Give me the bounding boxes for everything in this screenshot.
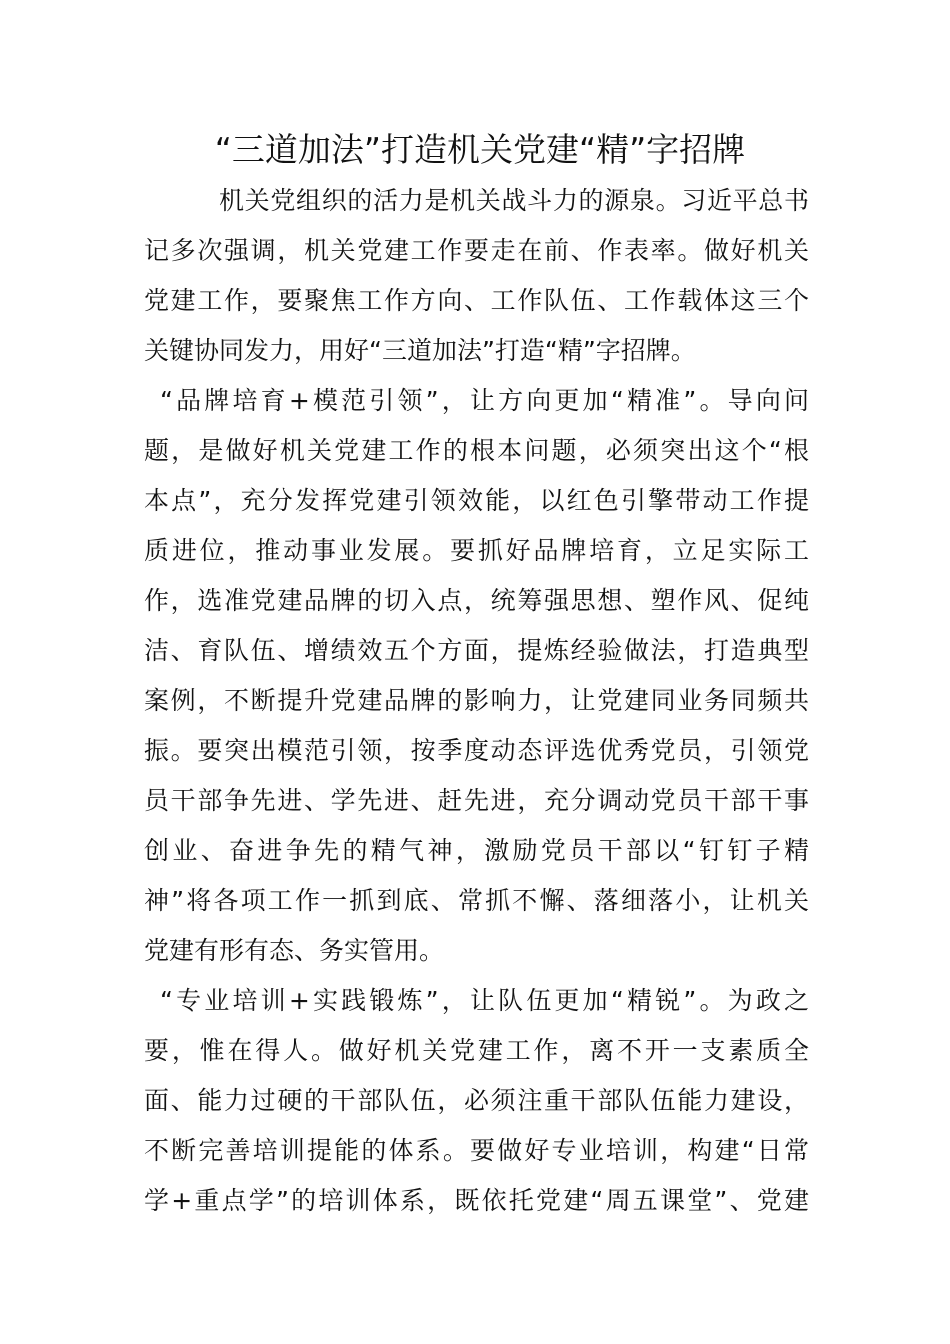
paragraph-2-line-10: 创业、奋进争先的精气神，激励党员干部以“钉钉子精 [144, 836, 809, 865]
paragraph-3-line-5: 学+重点学”的培训体系，既依托党建“周五课堂”、党建 [144, 1186, 809, 1215]
paragraph-2-line-5: 作，选准党建品牌的切入点，统筹强思想、塑作风、促纯 [144, 586, 809, 615]
paragraph-1-line-4: 关键协同发力，用好“三道加法”打造“精”字招牌。 [144, 336, 696, 365]
paragraph-2-line-1: “品牌培育+模范引领”，让方向更加“精准”。导向问 [160, 386, 809, 415]
paragraph-3-line-3: 面、能力过硬的干部队伍，必须注重干部队伍能力建设， [144, 1086, 809, 1115]
paragraph-2-line-9: 员干部争先进、学先进、赶先进，充分调动党员干部干事 [144, 786, 809, 815]
paragraph-2-line-2: 题，是做好机关党建工作的根本问题，必须突出这个“根 [144, 436, 809, 465]
paragraph-2-line-6: 洁、育队伍、增绩效五个方面，提炼经验做法，打造典型 [144, 636, 809, 665]
paragraph-2-line-3: 本点”，充分发挥党建引领效能，以红色引擎带动工作提 [144, 486, 809, 515]
paragraph-2-line-7: 案例，不断提升党建品牌的影响力，让党建同业务同频共 [144, 686, 809, 715]
paragraph-3-line-1: “专业培训+实践锻炼”，让队伍更加“精锐”。为政之 [160, 986, 809, 1015]
paragraph-3-line-2: 要，惟在得人。做好机关党建工作，离不开一支素质全 [144, 1036, 809, 1065]
paragraph-1-line-3: 党建工作，要聚焦工作方向、工作队伍、工作载体这三个 [144, 286, 809, 315]
paragraph-1-line-2: 记多次强调，机关党建工作要走在前、作表率。做好机关 [144, 236, 809, 265]
document-title: “三道加法”打造机关党建“精”字招牌 [214, 130, 746, 169]
paragraph-2-line-12: 党建有形有态、务实管用。 [144, 936, 445, 965]
paragraph-1-line-1: 机关党组织的活力是机关战斗力的源泉。习近平总书 [219, 186, 809, 215]
paragraph-3-line-4: 不断完善培训提能的体系。要做好专业培训，构建“日常 [144, 1136, 809, 1165]
paragraph-2-line-4: 质进位，推动事业发展。要抓好品牌培育，立足实际工 [144, 536, 809, 565]
paragraph-2-line-8: 振。要突出模范引领，按季度动态评选优秀党员，引领党 [144, 736, 809, 765]
paragraph-2-line-11: 神”将各项工作一抓到底、常抓不懈、落细落小，让机关 [144, 886, 809, 915]
